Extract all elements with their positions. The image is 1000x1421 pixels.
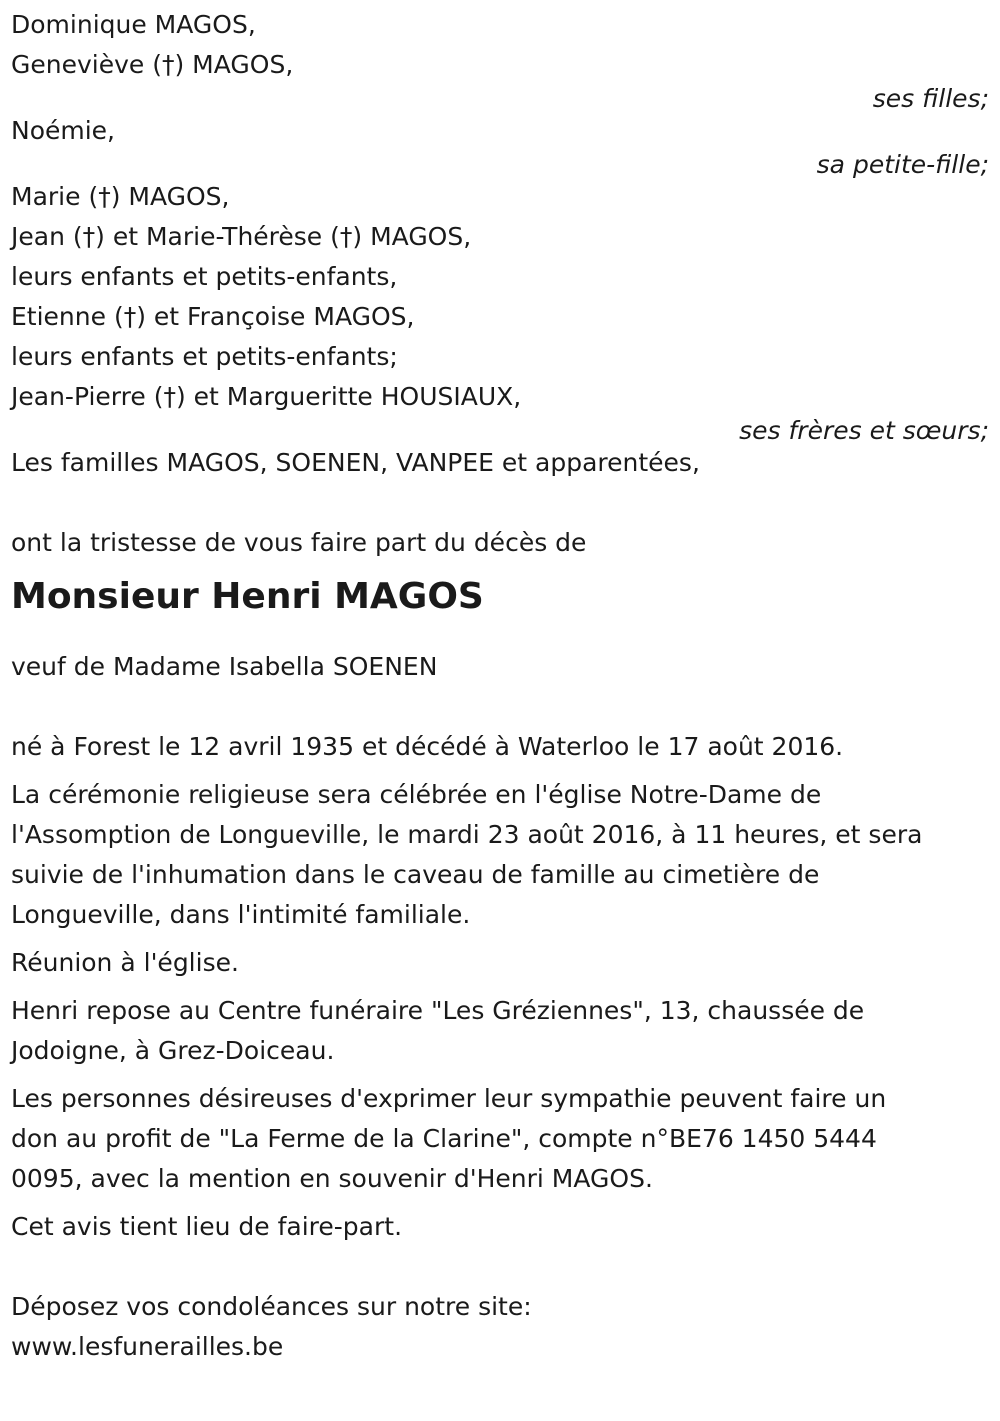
donation-paragraph — [11, 1079, 961, 1199]
deceased-name: Monsieur Henri MAGOS — [11, 576, 484, 617]
resting-line-2: Jodoigne, à Grez-Doiceau. — [11, 1036, 335, 1065]
ceremony-line-3: suivie de l'inhumation dans le caveau de famille au cimetière de — [11, 860, 820, 889]
condolences-prompt: Déposez vos condoléances sur notre site: — [11, 1292, 532, 1321]
donation-line-1: Les personnes désireuses d'exprimer leur sympathie peuvent faire un — [11, 1084, 887, 1113]
notice-text: Cet avis tient lieu de faire-part. — [11, 1212, 403, 1241]
sibling-line-1: Marie (†) MAGOS, — [11, 182, 230, 211]
ceremony-line-4: Longueville, dans l'intimité familiale. — [11, 900, 471, 929]
ceremony-paragraph — [11, 775, 961, 935]
sibling-line-5: leurs enfants et petits-enfants; — [11, 342, 398, 371]
resting-line-1: Henri repose au Centre funéraire "Les Gréziennes", 13, chaussée de — [11, 996, 865, 1025]
sibling-line-6: Jean-Pierre (†) et Margueritte HOUSIAUX, — [11, 382, 522, 411]
announcement-text: ont la tristesse de vous faire part du décès de — [11, 528, 587, 557]
daughters-role: ses filles; — [872, 84, 989, 113]
sibling-line-2: Jean (†) et Marie-Thérèse (†) MAGOS, — [11, 222, 472, 251]
granddaughter-line: Noémie, — [11, 116, 116, 145]
families-line: Les familles MAGOS, SOENEN, VANPEE et apparentées, — [11, 448, 700, 477]
sibling-line-3: leurs enfants et petits-enfants, — [11, 262, 398, 291]
granddaughter-role: sa petite-fille; — [816, 150, 989, 179]
sibling-line-4: Etienne (†) et Françoise MAGOS, — [11, 302, 415, 331]
widower-text: veuf de Madame Isabella SOENEN — [11, 652, 438, 681]
donation-line-2: don au profit de "La Ferme de la Clarine", compte n°BE76 1450 5444 — [11, 1124, 877, 1153]
resting-paragraph — [11, 991, 961, 1071]
condolences-website-link[interactable]: www.lesfunerailles.be — [11, 1332, 284, 1361]
birth-death-text: né à Forest le 12 avril 1935 et décédé à Waterloo le 17 août 2016. — [11, 732, 844, 761]
ceremony-line-1: La cérémonie religieuse sera célébrée en l'église Notre-Dame de — [11, 780, 822, 809]
daughter-line-1: Dominique MAGOS, — [11, 10, 256, 39]
meeting-text: Réunion à l'église. — [11, 948, 239, 977]
ceremony-line-2: l'Assomption de Longueville, le mardi 23 août 2016, à 11 heures, et sera — [11, 820, 923, 849]
siblings-role: ses frères et sœurs; — [739, 416, 989, 445]
obituary-notice — [11, 5, 991, 1367]
donation-line-3: 0095, avec la mention en souvenir d'Henri MAGOS. — [11, 1164, 653, 1193]
daughter-line-2: Geneviève (†) MAGOS, — [11, 50, 294, 79]
